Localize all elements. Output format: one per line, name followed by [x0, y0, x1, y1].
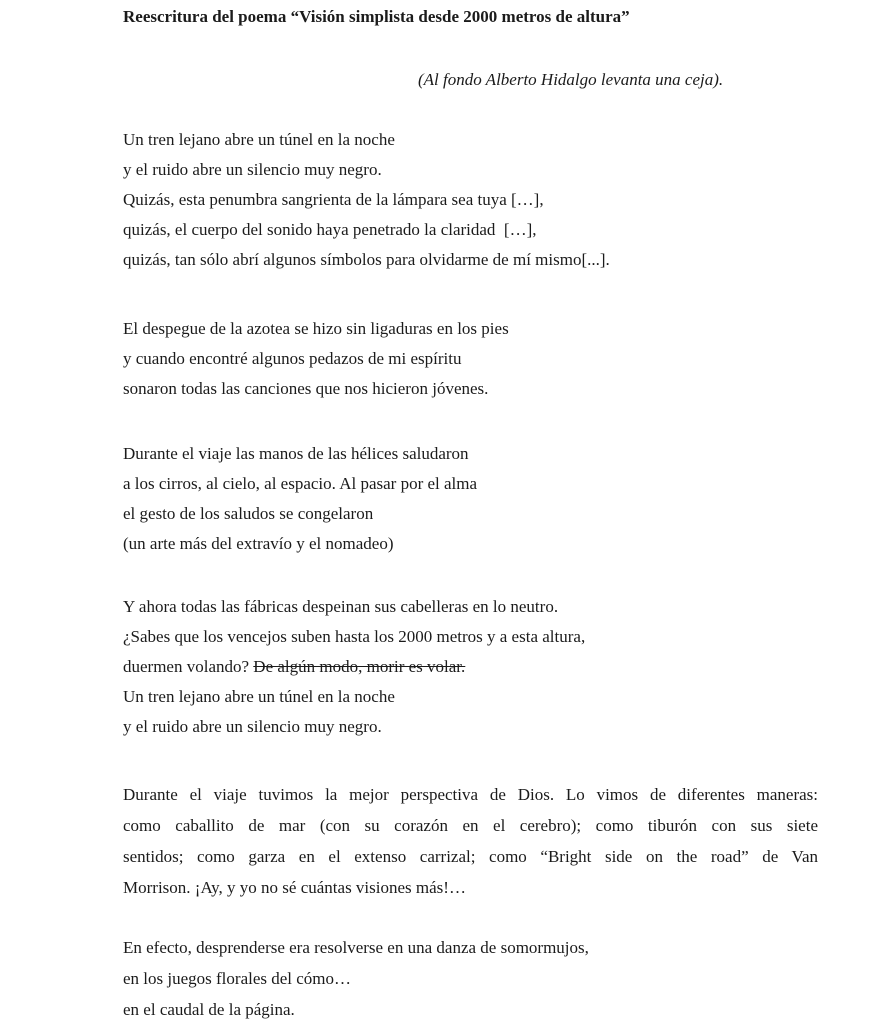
- poem-line: el gesto de los saludos se congelaron: [123, 504, 374, 523]
- poem-line: y cuando encontré algunos pedazos de mi espíritu: [123, 349, 462, 368]
- poem-line: quizás, el cuerpo del sonido haya penetrado la claridad […],: [123, 220, 537, 239]
- prose-paragraph: [123, 779, 818, 903]
- poem-line-with-strikethrough: [123, 652, 818, 682]
- poem-line: a los cirros, al cielo, al espacio. Al pasar por el alma: [123, 474, 478, 493]
- poem-line-normal-segment: duermen volando?: [123, 657, 254, 676]
- poem-line: ¿Sabes que los vencejos suben hasta los 2000 metros y a esta altura,: [123, 627, 586, 646]
- attribution-line: (Al fondo Alberto Hidalgo levanta una ceja).: [418, 70, 724, 89]
- poem-line: En efecto, desprenderse era resolverse en una danza de somormujos,: [123, 938, 589, 957]
- poem-line: Quizás, esta penumbra sangrienta de la lámpara sea tuya […],: [123, 190, 544, 209]
- poem-line: en el caudal de la página.: [123, 1000, 295, 1019]
- stanza-1: [123, 125, 818, 275]
- poem-line: en los juegos florales del cómo…: [123, 969, 352, 988]
- poem-line: Durante el viaje las manos de las hélices saludaron: [123, 444, 469, 463]
- paragraph-line: Morrison. ¡Ay, y yo no sé cuántas visiones más!…: [123, 878, 466, 897]
- poem-line: Un tren lejano abre un túnel en la noche: [123, 687, 395, 706]
- paragraph-line: sentidos; como garza en el extenso carrizal; como “Bright side on the road” de Van: [123, 847, 818, 866]
- poem-line: (un arte más del extravío y el nomadeo): [123, 534, 394, 553]
- poem-line: y el ruido abre un silencio muy negro.: [123, 717, 382, 736]
- stanza-2: [123, 314, 818, 404]
- poem-line: y el ruido abre un silencio muy negro.: [123, 160, 382, 179]
- page-title: Reescritura del poema “Visión simplista desde 2000 metros de altura”: [123, 7, 630, 26]
- poem-line: El despegue de la azotea se hizo sin ligaduras en los pies: [123, 319, 509, 338]
- stanza-4: [123, 592, 818, 742]
- stanza-6: [123, 932, 818, 1024]
- poem-line: sonaron todas las canciones que nos hicieron jóvenes.: [123, 379, 489, 398]
- strikethrough-text: De algún modo, morir es volar.: [253, 657, 466, 676]
- paragraph-line: como caballito de mar (con su corazón en el cerebro); como tiburón con sus siete: [123, 816, 818, 835]
- poem-line: Y ahora todas las fábricas despeinan sus cabelleras en lo neutro.: [123, 597, 559, 616]
- document-content: [123, 0, 818, 1024]
- stanza-3: [123, 439, 818, 559]
- poem-line: Un tren lejano abre un túnel en la noche: [123, 130, 395, 149]
- paragraph-line: Durante el viaje tuvimos la mejor perspectiva de Dios. Lo vimos de diferentes maneras:: [123, 785, 818, 804]
- poem-line: quizás, tan sólo abrí algunos símbolos para olvidarme de mí mismo[...].: [123, 250, 610, 269]
